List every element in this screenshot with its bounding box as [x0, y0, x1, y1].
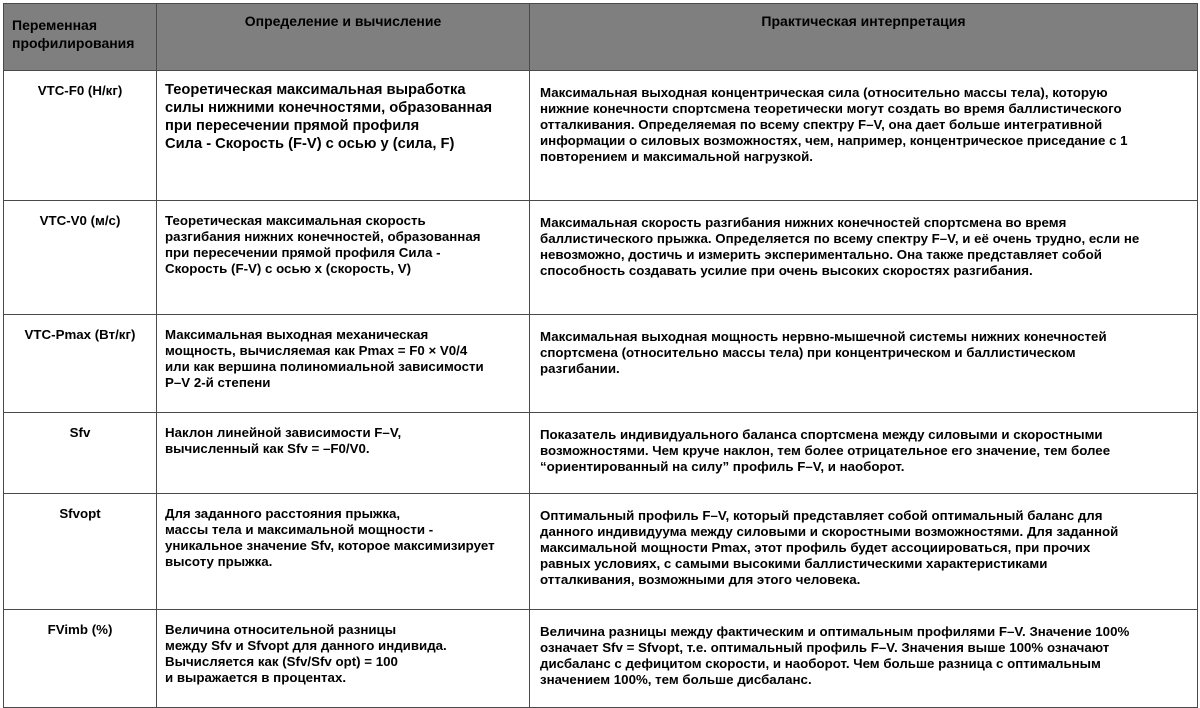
definition-cell: Величина относительной разницы между Sfv и Sfvopt для данного индивида. Вычисляется как (Sfv/Sfv opt) = 100 и выражается в процентах.	[157, 610, 530, 708]
variable-cell: VTC-V0 (м/с)	[4, 201, 157, 315]
variable-cell: VTC-Pmax (Вт/кг)	[4, 315, 157, 413]
profiling-variables-table	[3, 3, 1198, 708]
definition-cell: Максимальная выходная механическая мощность, вычисляемая как Pmax = F0 × V0/4 или как вершина полиномиальной зависимости P–V 2-й степени	[157, 315, 530, 413]
table-row	[4, 315, 1198, 413]
definition-cell: Наклон линейной зависимости F–V, вычисленный как Sfv = –F0/V0.	[157, 413, 530, 494]
interpretation-cell: Максимальная скорость разгибания нижних конечностей спортсмена во время баллистического прыжка. Определяется по всему спектру F–V, и её очень трудно, если не невозможно, достичь и измерить экспериментально. Она также представляет собой способность создавать усилие при очень высоких скоростях разгибания.	[530, 201, 1198, 315]
definition-cell: Для заданного расстояния прыжка, массы тела и максимальной мощности - уникальное значение Sfv, которое максимизирует высоту прыжка.	[157, 494, 530, 610]
header-interpretation: Практическая интерпретация	[530, 4, 1198, 71]
interpretation-cell: Показатель индивидуального баланса спортсмена между силовыми и скоростными возможностями. Чем круче наклон, тем более отрицательное его значение, тем более “ориентированный на силу” профиль F–V, и наоборот.	[530, 413, 1198, 494]
definition-cell: Теоретическая максимальная выработка силы нижними конечностями, образованная при пересечении прямой профиля Сила - Скорость (F-V) с осью у (сила, F)	[157, 71, 530, 201]
variable-cell: Sfv	[4, 413, 157, 494]
variable-cell: VTC-F0 (Н/кг)	[4, 71, 157, 201]
table-row	[4, 71, 1198, 201]
interpretation-cell: Величина разницы между фактическим и оптимальным профилями F–V. Значение 100% означает Sfv = Sfvopt, т.е. оптимальный профиль F–V. Значения выше 100% означают дисбаланс с дефицитом скорости, и наоборот. Чем больше разница с оптимальным значением 100%, тем больше дисбаланс.	[530, 610, 1198, 708]
header-definition: Определение и вычисление	[157, 4, 530, 71]
interpretation-cell: Максимальная выходная мощность нервно-мышечной системы нижних конечностей спортсмена (относительно массы тела) при концентрическом и баллистическом разгибании.	[530, 315, 1198, 413]
interpretation-cell: Оптимальный профиль F–V, который представляет собой оптимальный баланс для данного индивидуума между силовыми и скоростными возможностями. Для заданной максимальной мощности Pmax, этот профиль будет ассоциироваться, при прочих равных условиях, с самыми высокими баллистическими характеристиками отталкивания, возможными для этого человека.	[530, 494, 1198, 610]
interpretation-cell: Максимальная выходная концентрическая сила (относительно массы тела), которую нижние конечности спортсмена теоретически могут создать во время баллистического отталкивания. Определяемая по всему спектру F–V, она дает больше интегративной информации о силовых возможностях, чем, например, концентрическое приседание с 1 повторением и максимальной нагрузкой.	[530, 71, 1198, 201]
table-header-row	[4, 4, 1198, 71]
variable-cell: Sfvopt	[4, 494, 157, 610]
table-row	[4, 413, 1198, 494]
table-row	[4, 201, 1198, 315]
table-row	[4, 610, 1198, 708]
table-row	[4, 494, 1198, 610]
definition-cell: Теоретическая максимальная скорость разгибания нижних конечностей, образованная при пересечении прямой профиля Сила - Скорость (F-V) с осью х (скорость, V)	[157, 201, 530, 315]
header-variable: Переменная профилирования	[4, 4, 157, 71]
variable-cell: FVimb (%)	[4, 610, 157, 708]
